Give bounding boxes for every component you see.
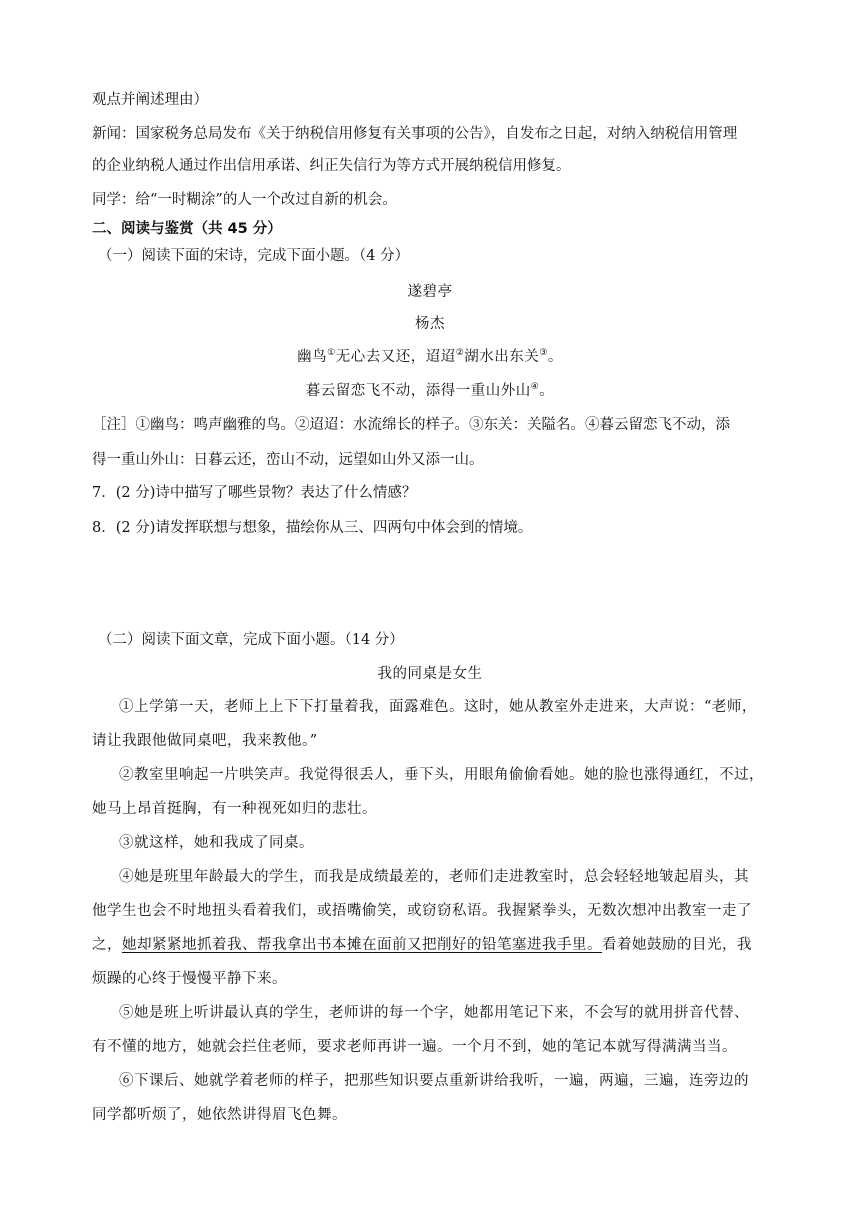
paragraph-6-line-1: ⑥下课后、她就学着老师的样子，把那些知识要点重新讲给我听，一遍，两遍，三遍，连旁边的 — [119, 1073, 749, 1089]
note-line-1: ［注］①幽鸟：鸣声幽雅的鸟。②迢迢：水流绵长的样子。③东关：关隘名。④暮云留恋飞不动，添 — [92, 417, 730, 433]
part2-intro: （二）阅读下面文章，完成下面小题。（14 分） — [98, 632, 404, 648]
prompt-continuation: 观点并阐述理由） — [92, 92, 208, 108]
classmate-line: 同学：给“一时糊涂”的人一个改过自新的机会。 — [92, 192, 397, 208]
question-7: 7．(2 分)诗中描写了哪些景物？表达了什么情感？ — [92, 485, 417, 501]
paragraph-1-line-2: 请让我跟他做同桌吧，我来教他。” — [92, 733, 318, 749]
part1-intro: （一）阅读下面的宋诗，完成下面小题。（4 分） — [98, 248, 410, 264]
paragraph-6-line-2: 同学都听烦了，她依然讲得眉飞色舞。 — [92, 1107, 347, 1123]
paragraph-4-line-1: ④她是班里年龄最大的学生，而我是成绩最差的，老师们走进教室时，总会轻轻地皱起眉头，其 — [119, 869, 749, 885]
poem-line-1: 幽鸟①无心去又还，迢迢②湖水出东关③。 — [297, 348, 563, 365]
poem-line-2: 暮云留恋飞不动，添得一重山外山④。 — [305, 382, 555, 399]
paragraph-4-line-2: 他学生也会不时地扭头看着我们，或捂嘴偷笑，或窃窃私语。我握紧拳头，无数次想冲出教室一走了 — [92, 903, 752, 919]
poem-author: 杨杰 — [415, 316, 445, 332]
paragraph-2-line-2: 她马上昂首挺胸，有一种视死如归的悲壮。 — [92, 801, 377, 817]
note-line-2: 得一重山外山：日暮云还，峦山不动，远望如山外又添一山。 — [92, 452, 484, 468]
paragraph-4-line-3: 之，她却紧紧地抓着我、帮我拿出书本摊在面前又把削好的铅笔塞进我手里。看着她鼓励的目光，我 — [92, 937, 752, 953]
news-line-1: 新闻：国家税务总局发布《关于纳税信用修复有关事项的公告》，自发布之日起，对纳入纳税信用管理 — [92, 126, 738, 142]
section-heading: 二、阅读与鉴赏（共 45 分） — [92, 221, 282, 237]
paragraph-5-line-1: ⑤她是班上听讲最认真的学生，老师讲的每一个字，她都用笔记下来，不会写的就用拼音代替、 — [119, 1005, 749, 1021]
paragraph-5-line-2: 有不懂的地方，她就会拦住老师，要求老师再讲一遍。一个月不到，她的笔记本就写得满满当当。 — [92, 1039, 737, 1055]
paragraph-1-line-1: ①上学第一天，老师上上下下打量着我，面露难色。这时，她从教室外走进来，大声说：“老师， — [119, 699, 757, 715]
paragraph-3: ③就这样，她和我成了同桌。 — [119, 835, 314, 851]
paragraph-4-line-4: 烦躁的心终于慢慢平静下来。 — [92, 971, 287, 987]
question-8: 8．(2 分)请发挥联想与想象，描绘你从三、四两句中体会到的情境。 — [92, 520, 533, 536]
paragraph-2-line-1: ②教室里响起一片哄笑声。我觉得很丢人，垂下头，用眼角偷偷看她。她的脸也涨得通红，不过， — [119, 767, 764, 783]
news-line-2: 的企业纳税人通过作出信用承诺、纠正失信行为等方式开展纳税信用修复。 — [92, 158, 571, 174]
underlined-sentence: 她却紧紧地抓着我、帮我拿出书本摊在面前又把削好的铅笔塞进我手里。 — [122, 937, 602, 953]
article-title: 我的同桌是女生 — [377, 666, 483, 682]
poem-title: 遂碧亭 — [407, 284, 453, 300]
